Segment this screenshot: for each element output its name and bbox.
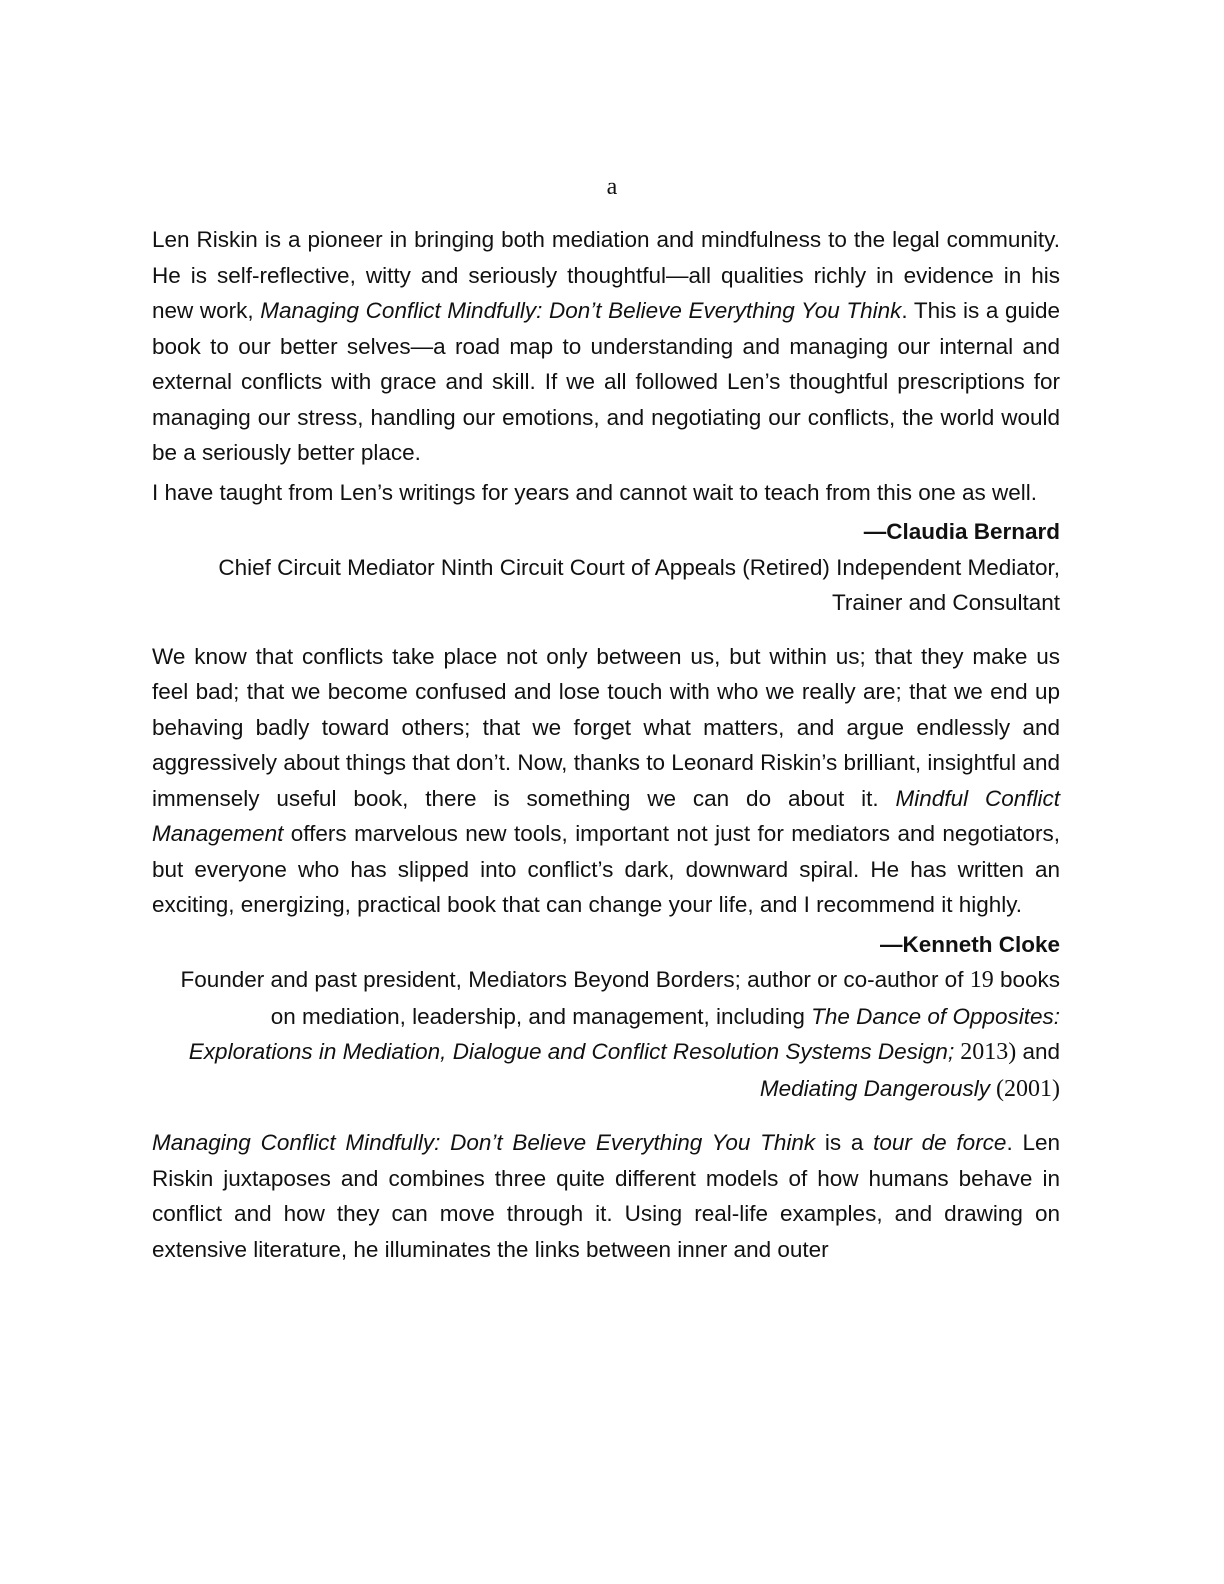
italic-title-run: Managing Conflict Mindfully: Don’t Believe Everything You Think	[260, 298, 902, 323]
page-marker: a	[606, 174, 618, 200]
endorsements	[152, 222, 1060, 1267]
endorsement-cloke-text	[152, 639, 1060, 923]
endorsement-bernard-signature: —Claudia Bernard	[863, 519, 1060, 544]
text-run: We know that conflicts take place not only between us, but within us; that they make us feel bad; that we become confused and lose touch with who we really are; that we end up behaving badly toward others; that we forget what matters, and argue endlessly and aggressively about things that don’t. Now, thanks to Leonard Riskin’s brilliant, insightful and immensely useful book, there is something we can do about it.	[152, 643, 1060, 811]
text-run: Len Riskin is a pioneer in bringing both mediation and mindfulness to the legal community. He is self-reflective, witty and seriously thoughtful—all qualities richly in evidence in his new work,	[152, 227, 1060, 323]
endorsement-bernard-text-continued: I have taught from Len’s writings for years and cannot wait to teach from this one as well.	[152, 479, 1038, 505]
endorsement-third-text	[152, 1125, 1060, 1267]
text-run: . Len Riskin juxtaposes and combines three quite different models of how humans behave in conflict and how they can move through it. Using real-life examples, and drawing on extensive literature, he illuminates the links between inner and outer	[152, 1130, 1060, 1262]
endorsement-cloke-credentials	[152, 962, 1060, 1107]
text-run: 2013)	[954, 1039, 1017, 1065]
text-run: 19	[969, 967, 994, 993]
italic-title-run: Mindful Conflict Management	[152, 785, 1060, 846]
text-run: books on mediation, leadership, and management, including	[270, 967, 1060, 1029]
text-run: Chief Circuit Mediator Ninth Circuit Court of Appeals (Retired) Independent Mediator, Trainer and Consultant	[218, 554, 1060, 615]
text-run: Founder and past president, Mediators Beyond Borders; author or co-author of	[180, 967, 970, 992]
text-run: offers marvelous new tools, important not just for mediators and negotiators, but everyone who has slipped into conflict’s dark, downward spiral. He has written an exciting, energizing, practical book that can change your life, and I recommend it highly.	[152, 821, 1060, 917]
italic-title-run: Mediating Dangerously	[759, 1075, 991, 1101]
endorsement-bernard-text	[152, 222, 1060, 471]
text-run: (2001)	[990, 1075, 1060, 1102]
italic-title-run: tour de force	[873, 1130, 1007, 1155]
endorsement-bernard-credentials	[152, 550, 1060, 621]
italic-title-run: The Dance of Opposites: Explorations in Mediation, Dialogue and Conflict Resolution Systems Design;	[188, 1003, 1060, 1064]
text-run: . This is a guide book to our better selves—a road map to understanding and managing our internal and external conflicts with grace and skill. If we all followed Len’s thoughtful prescriptions for managing our stress, handling our emotions, and negotiating our conflicts, the world would be a seriously better place.	[152, 298, 1060, 465]
italic-title-run: Managing Conflict Mindfully: Don’t Believe Everything You Think	[152, 1130, 816, 1155]
text-run: and	[1016, 1039, 1060, 1064]
endorsement-cloke-signature: —Kenneth Cloke	[879, 931, 1060, 957]
text-run: is a	[815, 1130, 874, 1155]
